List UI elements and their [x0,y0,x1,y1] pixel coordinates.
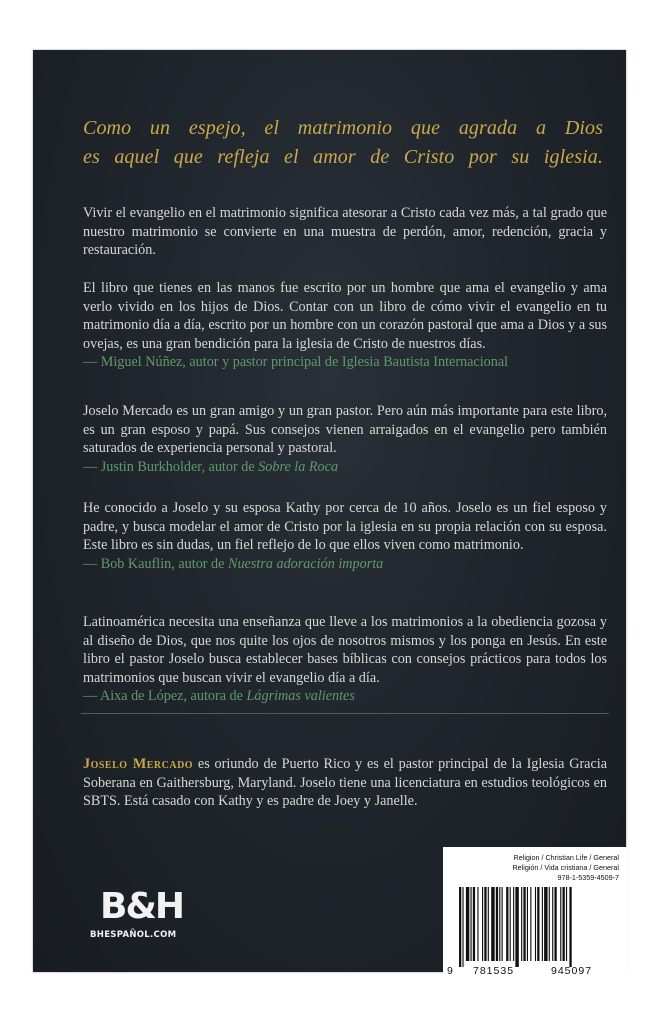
section-divider [81,713,609,714]
attribution-author: — Aixa de López, autora de [83,688,247,704]
endorsement-attribution [83,353,607,372]
author-bio-text: es oriundo de Puerto Rico y es el pastor principal de la Iglesia Gracia Soberana en Gaithersburg, Maryland. Joselo tiene una licenciatura en estudios teológicos en SBTS. Está casado con Kathy y es padre de Joey y Janelle. [83,756,608,809]
endorsement-text: Joselo Mercado es un gran amigo y un gran pastor. Pero aún más importante para este libro, es un gran esposo y papá. Sus consejos vienen arraigados en el evangelio pero también saturados de experiencia personal y pastoral. [83,403,607,456]
attribution-book-title: Nuestra adoración importa [228,555,384,572]
endorsement-3 [83,499,607,573]
attribution-book-title: Lágrimas valientes [246,688,355,704]
author-name: Joselo Mercado [83,756,194,772]
attribution-book-title: Sobre la Roca [258,458,339,475]
category-english: Religion / Christian Life / General [513,853,619,862]
attribution-author: — Justin Burkholder, autor de [83,458,259,475]
barcode-left-digits: 781535 [473,965,515,977]
attribution-author: — Miguel Núñez, autor y pastor principal de Iglesia Bautista Internacional [83,354,509,370]
attribution-author: — Bob Kauflin, autor de [83,555,228,572]
author-bio [83,755,607,811]
endorsement-attribution [83,458,607,477]
endorsement-2 [83,402,607,476]
barcode-lead-digit: 9 [447,965,454,977]
publisher-logo [90,886,200,946]
tagline [83,114,603,172]
back-cover [33,50,626,977]
barcode-panel [443,847,627,985]
category-spanish: Religión / Vida cristiana / General [512,863,619,872]
tagline-line-1: Como un espejo, el matrimonio que agrada a Dios [83,117,603,139]
endorsement-text: Latinoamérica necesita una enseñanza que lleve a los matrimonios a la obediencia gozosa y al diseño de Dios, que nos quite los ojos de nosotros mismos y los ponga en Jesús. En este libro el pastor Joselo busca establecer bases bíblicas con consejos prácticos para todos los matrimonios que buscan vivir el evangelio día a día. [83,614,607,686]
barcode-icon [455,887,619,971]
publisher-website: BHESPAÑOL.COM [90,930,177,940]
endorsement-text: El libro que tienes en las manos fue escrito por un hombre que ama el evangelio y ama verlo vivido en los hijos de Dios. Contar con un libro de cómo vivir el evangelio en tu matrimonio día a día, escrito por un hombre con un corazón pastoral que ama a Dios y a sus ovejas, es una gran bendición para la iglesia de Cristo de nuestros días. [83,280,607,352]
endorsement-text: He conocido a Joselo y su esposa Kathy por cerca de 10 años. Joselo es un fiel esposo y padre, y busca modelar el amor de Cristo por la iglesia en su propia relación con su esposa. Este libro es sin dudas, un fiel reflejo de lo que ellos viven como matrimonio. [83,500,607,553]
barcode-right-digits: 945097 [551,965,593,977]
endorsement-attribution [83,687,607,706]
endorsement-4 [83,613,607,706]
bh-logo-mark: B&H [100,886,183,927]
endorsement-1 [83,279,607,372]
tagline-line-2: es aquel que refleja el amor de Cristo por su iglesia. [83,146,603,168]
isbn-text: 978-1-5359-4509-7 [557,873,619,882]
intro-paragraph: Vivir el evangelio en el matrimonio significa atesorar a Cristo cada vez más, a tal grado que nuestro matrimonio se convierte en una muestra de perdón, amor, redención, gracia y restauración. [83,205,607,258]
endorsement-attribution [83,555,607,574]
